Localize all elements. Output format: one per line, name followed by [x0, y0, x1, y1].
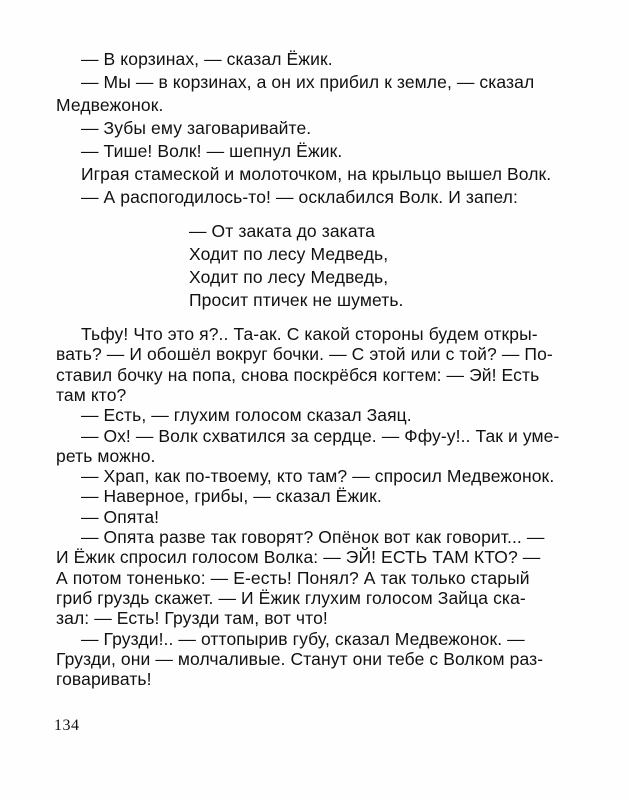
text-line: И Ёжик спросил голосом Волка: — ЭЙ! ЕСТЬ ТАМ КТО? —	[56, 547, 541, 568]
text-line: Медвежонок.	[56, 95, 164, 115]
text-line: Тьфу! Что это я?.. Та-ак. С какой стороны будем откры-	[81, 324, 538, 344]
text-line: — Тише! Волк! — шепнул Ёжик.	[81, 141, 343, 161]
text-line: — Храп, как по-твоему, кто там? — спросил Медвежонок.	[81, 466, 555, 487]
text-line: — Есть, — глухим голосом сказал Заяц.	[81, 405, 412, 426]
text-line: — Наверное, грибы, — сказал Ёжик.	[81, 486, 382, 507]
text-line: Грузди, они — молчаливые. Станут они тебе с Волком раз-	[56, 648, 544, 669]
verse-line: Ходит по лесу Медведь,	[189, 267, 389, 287]
text-line: ставил бочку на попа, снова поскрёбся когтем: — Эй! Есть	[56, 364, 540, 385]
text-line: зал: — Есть! Грузди там, вот что!	[56, 608, 328, 629]
text-line: — Грузди!.. — оттопырив губу, сказал Медвежонок. —	[81, 628, 525, 649]
text-line: Играя стамеской и молоточком, на крыльцо вышел Волк.	[81, 164, 552, 184]
verse-line: — От заката до заката	[189, 221, 376, 241]
page-number: 134	[54, 717, 80, 734]
text-line: — А распогодилось-то! — осклабился Волк. И запел:	[81, 187, 518, 207]
text-line: А потом тоненько: — Е-есть! Понял? А так только старый	[56, 567, 530, 588]
text-line: реть можно.	[56, 445, 156, 466]
text-line: гриб груздь скажет. — И Ёжик глухим голосом Зайца ска-	[56, 587, 526, 608]
verse-line: Ходит по лесу Медведь,	[189, 244, 389, 264]
text-line: — Зубы ему заговаривайте.	[81, 118, 312, 138]
text-line: — Ох! — Волк схватился за сердце. — Ффу-у!.. Так и уме-	[81, 425, 560, 446]
text-line: — Опята!	[81, 506, 160, 527]
text-line: — Мы — в корзинах, а он их прибил к земле, — сказал	[81, 72, 535, 92]
text-line: там кто?	[56, 384, 127, 405]
text-line: — Опята разве так говорят? Опёнок вот как говорит... —	[81, 527, 545, 547]
text-line: — В корзинах, — сказал Ёжик.	[81, 49, 333, 69]
text-line: говаривать!	[56, 669, 152, 690]
verse-line: Просит птичек не шуметь.	[189, 290, 404, 310]
text-line: вать? — И обошёл вокруг бочки. — С этой или с той? — По-	[56, 344, 553, 365]
